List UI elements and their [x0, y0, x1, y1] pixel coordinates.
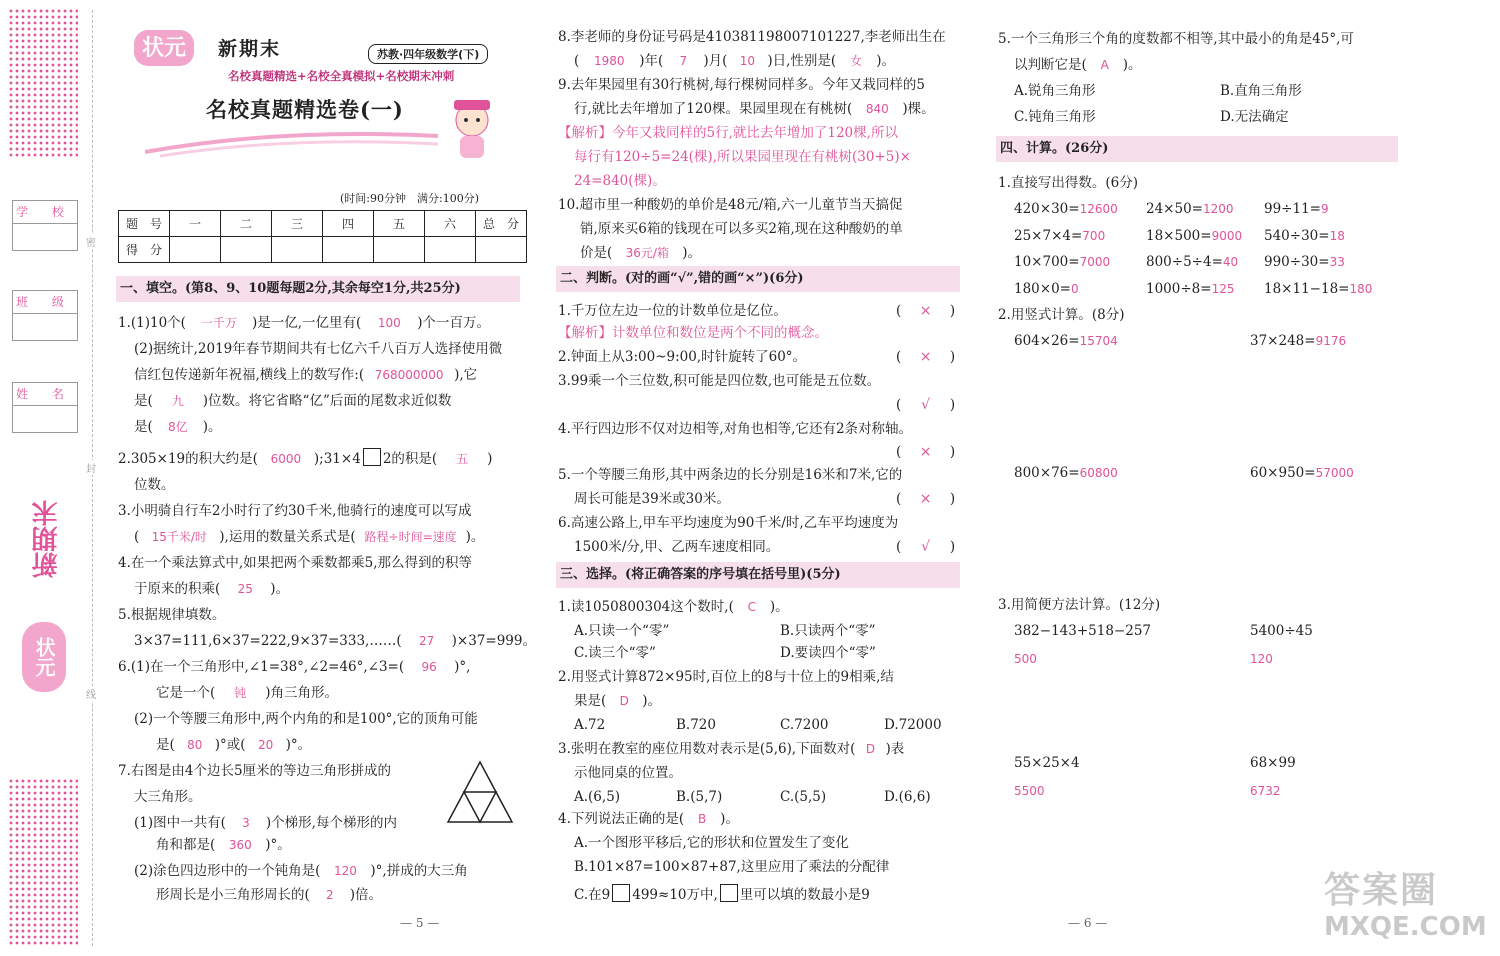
q7-line3	[134, 814, 397, 832]
expr: 420×30=	[1014, 201, 1080, 217]
judge-1-explain: 【解析】计数单位和数位是两个不同的概念。	[558, 325, 828, 341]
q2-line2: 位数。	[134, 477, 175, 493]
seal-char-2: 封	[86, 460, 96, 475]
score-header-cell: 总 分	[476, 211, 527, 237]
score-header-cell: 四	[323, 211, 374, 237]
answer: 8亿	[167, 420, 188, 434]
q7-line4	[156, 836, 291, 854]
q9-explain-2: 每行有120÷5=24(棵),所以果园里现在有桃树(30+5)×	[574, 149, 911, 165]
q8-line1: 8.李老师的身份证号码是410381198007101227,李老师出生在	[558, 29, 946, 45]
score-header-cell: 三	[272, 211, 323, 237]
answer: 60800	[1079, 466, 1118, 480]
text: 是(	[134, 393, 153, 409]
text: (	[574, 53, 580, 69]
q6-line4	[156, 736, 311, 754]
answer: 3	[242, 816, 250, 830]
q7-line6	[156, 886, 382, 904]
answer: 36元/箱	[625, 246, 669, 260]
answer: 10	[739, 54, 756, 68]
judge-6a: 6.高速公路上,甲车平均速度为90千米/时,乙车平均速度为	[558, 515, 899, 531]
text: 于原来的积乘(	[134, 581, 221, 597]
vertical-item	[1250, 464, 1354, 482]
choice-3	[558, 740, 904, 758]
text: )×37=999。	[451, 633, 536, 649]
text: )°,	[454, 659, 471, 675]
vertical-item	[1014, 464, 1118, 482]
judge-3: 3.99乘一个三位数,积可能是四位数,也可能是五位数。	[558, 373, 881, 389]
sidebar-dots-top	[8, 8, 78, 158]
text: C.在9	[574, 887, 611, 903]
answer: 180	[1349, 282, 1373, 296]
answer: C	[747, 600, 757, 614]
answer: 钝	[234, 686, 247, 700]
text: )个梯形,每个梯形的内	[265, 815, 397, 831]
answer: 27	[418, 634, 435, 648]
answer: √	[921, 539, 931, 555]
simple-expr: 382−143+518−257	[1014, 623, 1152, 639]
q7-line2: 大三角形。	[134, 789, 202, 805]
q5-line1: 5.根据规律填数。	[118, 607, 226, 623]
q5-line2	[134, 632, 536, 650]
text: 3.张明在教室的座位用数对表示是(5,6),下面数对(	[558, 741, 856, 757]
score-input-cell[interactable]	[272, 237, 323, 263]
seal-char-1: 密	[86, 234, 96, 249]
text: )。	[642, 693, 662, 709]
answer: D	[619, 694, 629, 708]
answer: 路程÷时间=速度	[364, 530, 457, 544]
text: 以判断它是(	[1014, 57, 1087, 73]
choice-1-opt-b: B.只读两个“零”	[780, 623, 876, 639]
text: 行,就比去年增加了120棵。果园里现在有桃树(	[574, 101, 853, 117]
digit-box[interactable]	[363, 448, 381, 466]
q9-line2	[574, 100, 935, 118]
text: )。	[769, 599, 789, 615]
simple-expr: 5400÷45	[1250, 623, 1313, 639]
header-slogan: 名校真题精选+名校全真模拟+名校期末冲刺	[228, 69, 455, 83]
text: 是(	[156, 737, 175, 753]
triangle-figure	[444, 758, 516, 826]
text: )。	[682, 245, 702, 261]
text: 3×37=111,6×37=222,9×37=333,……(	[134, 633, 402, 649]
text: )月(	[703, 53, 728, 69]
expr: 24×50=	[1146, 201, 1203, 217]
name-field[interactable]	[12, 382, 78, 433]
choice-4	[558, 810, 739, 828]
school-label: 学 校	[13, 201, 77, 224]
text: (2)涂色四边形中的一个钝角是(	[134, 863, 321, 879]
choice-5-opt-a: A.锐角三角形	[1014, 83, 1096, 99]
q6-line1	[118, 658, 470, 676]
expr: 37×248=	[1250, 333, 1316, 349]
q4-line1: 4.在一个乘法算式中,如果把两个乘数都乘5,那么得到的积等	[118, 555, 473, 571]
answer: 100	[377, 316, 401, 330]
seal-char-3: 线	[86, 686, 96, 701]
choice-3-opt-b: B.(5,7)	[676, 789, 723, 805]
expr: 10×700=	[1014, 254, 1080, 270]
mascot-icon	[442, 96, 502, 162]
answer: 12600	[1079, 202, 1118, 216]
text: )棵。	[902, 101, 935, 117]
text: 它是一个(	[156, 685, 216, 701]
choice-4-opt-c	[574, 884, 870, 904]
direct-item	[1014, 227, 1105, 245]
judge-3-answer: ( √ )	[896, 397, 956, 413]
text: )。	[202, 419, 222, 435]
text: )。	[270, 581, 290, 597]
watermark-url: MXQE.COM	[1324, 912, 1487, 942]
choice-1-opt-c: C.读三个“零”	[574, 645, 656, 661]
choice-2-opt-d: D.72000	[884, 717, 942, 733]
answer: ×	[919, 491, 932, 507]
answer: 9000	[1211, 229, 1243, 243]
q7-line1: 7.右图是由4个边长5厘米的等边三角形拼成的	[118, 763, 392, 779]
text: 4.下列说法正确的是(	[558, 811, 685, 827]
page-number-left: — 5 —	[400, 916, 440, 930]
q3-line2	[134, 528, 484, 546]
calc-q3: 3.用简便方法计算。(12分)	[998, 597, 1161, 613]
answer: 7000	[1079, 255, 1111, 269]
q3-line1: 3.小明骑自行车2小时行了约30千米,他骑行的速度可以写成	[118, 503, 472, 519]
direct-item	[1014, 280, 1079, 298]
answer: A	[1100, 58, 1109, 72]
q9-line1: 9.去年果园里有30行桃树,每行棵树同样多。今年又栽同样的5	[558, 77, 925, 93]
vertical-item	[1014, 332, 1118, 350]
text: )。	[1122, 57, 1142, 73]
choice-5-opt-b: B.直角三角形	[1220, 83, 1302, 99]
answer: 20	[257, 738, 274, 752]
text: )位数。将它省略“亿”后面的尾数求近似数	[202, 393, 452, 409]
name-label: 姓 名	[13, 383, 77, 406]
expr: 18×11−18=	[1264, 281, 1350, 297]
answer: 1980	[594, 54, 625, 68]
time-info: (时间:90分钟 满分:100分)	[340, 192, 479, 205]
text: )°,拼成的大三角	[370, 863, 468, 879]
answer: 125	[1211, 282, 1235, 296]
answer: 1200	[1202, 202, 1234, 216]
q9-explain-1: 【解析】今年又栽同样的5行,就比去年增加了120棵,所以	[558, 125, 898, 141]
text: )°。	[285, 737, 312, 753]
choice-4-opt-b: B.101×87=100×87+87,这里应用了乘法的分配律	[574, 859, 890, 875]
header-logo: 状元	[134, 30, 194, 66]
section-calc: 四、计算。(26分)	[996, 136, 1398, 162]
q6-line3: (2)一个等腰三角形中,两个内角的和是100°,它的顶角可能	[134, 711, 478, 727]
text: 里可以填的数最小是9	[739, 887, 870, 903]
text: 角和都是(	[156, 837, 216, 853]
text: 信红包传递新年祝福,横线上的数写作:(	[134, 367, 365, 383]
direct-item	[1146, 253, 1238, 271]
judge-5a: 5.一个等腰三角形,其中两条边的长分别是16米和7米,它的	[558, 467, 903, 483]
text: ),运用的数量关系式是(	[219, 529, 356, 545]
text: ),它	[454, 367, 478, 383]
choice-2-opt-c: C.7200	[780, 717, 829, 733]
answer: 700	[1082, 229, 1106, 243]
score-input-cell[interactable]	[425, 237, 476, 263]
text: )	[487, 451, 493, 467]
score-header-cell: 五	[374, 211, 425, 237]
direct-item	[1264, 200, 1329, 218]
text: (1)图中一共有(	[134, 815, 226, 831]
text: )°。	[265, 837, 291, 853]
q1-line3	[134, 366, 477, 384]
text: )角三角形。	[265, 685, 339, 701]
expr: 800×76=	[1014, 465, 1080, 481]
direct-item	[1014, 253, 1110, 271]
q1-line4	[134, 392, 451, 410]
sidebar-dots-bottom	[8, 778, 78, 946]
answer: 九	[171, 394, 184, 408]
choice-3-opt-d: D.(6,6)	[884, 789, 931, 805]
choice-1-opt-d: D.要读四个“零”	[780, 645, 876, 661]
score-input-cell[interactable]	[374, 237, 425, 263]
direct-item	[1014, 200, 1118, 218]
judge-1: 1.千万位左边一位的计数单位是亿位。	[558, 303, 787, 319]
grade-tag: 苏教·四年级数学(下)	[368, 44, 488, 64]
judge-5-answer: ( × )	[896, 491, 956, 507]
text: 499≈10万中,	[632, 887, 718, 903]
answer: 6000	[270, 452, 302, 466]
class-field[interactable]	[12, 290, 78, 341]
judge-2: 2.钟面上从3:00~9:00,时针旋转了60°。	[558, 349, 807, 365]
q7-line5	[134, 862, 468, 880]
text: )倍。	[349, 887, 383, 903]
q1-line2: (2)据统计,2019年春节期间共有七亿六千八百万人选择使用微	[134, 341, 503, 357]
text: 2.305×19的积大约是(	[118, 451, 258, 467]
judge-4-answer: ( × )	[896, 444, 956, 460]
text: )是一亿,一亿里有(	[251, 315, 362, 331]
header-swoosh	[140, 122, 440, 158]
answer: 768000000	[374, 368, 444, 382]
score-input-cell[interactable]	[323, 237, 374, 263]
judge-5b: 周长可能是39米或30米。	[574, 491, 730, 507]
seal-dashed-line	[92, 10, 93, 946]
choice-4-opt-a: A.一个图形平移后,它的形状和位置发生了变化	[574, 835, 849, 851]
expr: 18×500=	[1146, 228, 1212, 244]
choice-2-opt-a: A.72	[574, 717, 606, 733]
text: 形周长是小三角形周长的(	[156, 887, 310, 903]
expr: 25×7×4=	[1014, 228, 1083, 244]
answer: D	[865, 742, 876, 756]
score-header-cell: 二	[221, 211, 272, 237]
text: )。	[876, 53, 895, 69]
judge-6b: 1500米/分,甲、乙两车速度相同。	[574, 539, 780, 555]
simple-answer: 5500	[1014, 784, 1045, 798]
score-header-cell: 一	[170, 211, 221, 237]
choice-2: 2.用竖式计算872×95时,百位上的8与十位上的9相乘,结	[558, 669, 894, 685]
choice-5-b	[1014, 56, 1142, 74]
vertical-item	[1250, 332, 1346, 350]
page-number-right: — 6 —	[1068, 916, 1108, 930]
answer: 840	[865, 102, 889, 116]
expr: 604×26=	[1014, 333, 1080, 349]
choice-3-b: 示他同桌的位置。	[574, 765, 682, 781]
judge-2-answer: ( × )	[896, 349, 956, 365]
expr: 60×950=	[1250, 465, 1316, 481]
q9-explain-3: 24=840(棵)。	[574, 173, 666, 189]
answer: ×	[919, 444, 932, 460]
score-label-cell: 得 分	[119, 237, 170, 263]
text: 1.(1)10个(	[118, 315, 186, 331]
simple-expr: 68×99	[1250, 755, 1296, 771]
calc-q2: 2.用竖式计算。(8分)	[998, 307, 1125, 323]
answer: 9176	[1315, 334, 1347, 348]
score-header-cell: 六	[425, 211, 476, 237]
answer: 2	[325, 888, 334, 902]
judge-6-answer: ( √ )	[896, 539, 956, 555]
section-judge: 二、判断。(对的画“√”,错的画“×”)(6分)	[556, 266, 960, 292]
choice-3-opt-c: C.(5,5)	[780, 789, 827, 805]
choice-1	[558, 598, 789, 616]
text: );31×4	[313, 451, 361, 467]
text: )°或(	[214, 737, 246, 753]
direct-item	[1264, 227, 1345, 245]
answer: B	[698, 812, 707, 826]
choice-5: 5.一个三角形三个角的度数都不相等,其中最小的角是45°,可	[998, 31, 1354, 47]
answer: ×	[919, 303, 932, 319]
choice-5-opt-d: D.无法确定	[1220, 109, 1289, 125]
section-fill-blank: 一、填空。(第8、9、10题每题2分,其余每空1分,共25分)	[116, 276, 520, 302]
digit-box[interactable]	[612, 884, 630, 902]
text: (	[134, 529, 140, 545]
choice-2-opt-b: B.720	[676, 717, 716, 733]
choice-3-opt-a: A.(6,5)	[574, 789, 621, 805]
direct-item	[1146, 280, 1234, 298]
simple-answer: 120	[1250, 652, 1273, 666]
text: )日,性别是(	[767, 53, 837, 69]
text: 是(	[134, 419, 153, 435]
text: 6.(1)在一个三角形中,∠1=38°,∠2=46°,∠3=(	[118, 659, 405, 675]
choice-2-b	[574, 692, 661, 710]
judge-4: 4.平行四边形不仅对边相等,对角也相等,它还有2条对称轴。	[558, 421, 913, 437]
q6-line2	[156, 684, 338, 702]
direct-item	[1146, 200, 1234, 218]
text: 1.读1050800304这个数时,(	[558, 599, 734, 615]
calc-q1: 1.直接写出得数。(6分)	[998, 175, 1139, 191]
text: )。	[465, 529, 485, 545]
class-label: 班 级	[13, 291, 77, 314]
header-brand: 新期末	[218, 38, 282, 60]
q4-line2	[134, 580, 289, 598]
answer: 15千米/时	[151, 530, 207, 544]
expr: 990÷30=	[1264, 254, 1330, 270]
section-choice: 三、选择。(将正确答案的序号填在括号里)(5分)	[556, 562, 960, 588]
choice-1-opt-a: A.只读一个“零”	[574, 623, 670, 639]
answer: 0	[1070, 282, 1079, 296]
q1-line5	[134, 418, 222, 436]
direct-item	[1146, 227, 1242, 245]
q1-line1	[118, 314, 490, 332]
text: 2的积是(	[382, 451, 438, 467]
answer: 9	[1320, 202, 1329, 216]
paper-title: 名校真题精选卷(一)	[206, 97, 404, 122]
expr: 180×0=	[1014, 281, 1071, 297]
judge-1-answer: ( × )	[896, 303, 956, 319]
answer: 360	[228, 838, 252, 852]
direct-item	[1264, 280, 1372, 298]
answer: √	[921, 397, 931, 413]
score-table	[118, 210, 527, 263]
text: 价是(	[580, 245, 613, 261]
watermark-logo: 答案圈	[1324, 870, 1439, 911]
expr: 800÷5÷4=	[1146, 254, 1223, 270]
score-input-cell[interactable]	[221, 237, 272, 263]
sidebar-brand-vertical: 新期末	[32, 500, 62, 578]
text: )个一百万。	[417, 315, 491, 331]
q2-line1	[118, 448, 492, 468]
text: )年(	[639, 53, 664, 69]
answer: 女	[850, 54, 863, 68]
q10-line2: 销,原来买6箱的钱现在可以多买2箱,现在这种酸奶的单	[580, 221, 903, 237]
answer: 五	[456, 452, 469, 466]
text: 果是(	[574, 693, 607, 709]
direct-item	[1264, 253, 1345, 271]
simple-answer: 500	[1014, 652, 1037, 666]
answer: 33	[1329, 255, 1345, 269]
answer: 80	[187, 738, 203, 752]
expr: 1000÷8=	[1146, 281, 1212, 297]
answer: 96	[421, 660, 437, 674]
sidebar-logo: 状元	[22, 622, 66, 692]
school-field[interactable]	[12, 200, 78, 251]
answer: 40	[1222, 255, 1239, 269]
answer: 15704	[1079, 334, 1118, 348]
simple-answer: 6732	[1250, 784, 1281, 798]
answer: 25	[237, 582, 253, 596]
answer: 120	[333, 864, 357, 878]
choice-5-opt-c: C.钝角三角形	[1014, 109, 1096, 125]
text: )表	[885, 741, 905, 757]
q10-line3	[580, 244, 701, 262]
score-header-cell: 题 号	[119, 211, 170, 237]
answer: 一千万	[200, 316, 237, 330]
text: )。	[720, 811, 739, 827]
score-input-cell[interactable]	[170, 237, 221, 263]
score-input-cell[interactable]	[476, 237, 527, 263]
answer: 18	[1329, 229, 1345, 243]
digit-box[interactable]	[720, 884, 738, 902]
answer: 57000	[1315, 466, 1354, 480]
answer: 7	[679, 54, 688, 68]
simple-expr: 55×25×4	[1014, 755, 1080, 771]
answer: ×	[919, 349, 932, 365]
q8-line2	[574, 52, 895, 70]
q10-line1: 10.超市里一种酸奶的单价是48元/箱,六一儿童节当天搞促	[558, 197, 903, 213]
expr: 540÷30=	[1264, 228, 1330, 244]
expr: 99÷11=	[1264, 201, 1321, 217]
